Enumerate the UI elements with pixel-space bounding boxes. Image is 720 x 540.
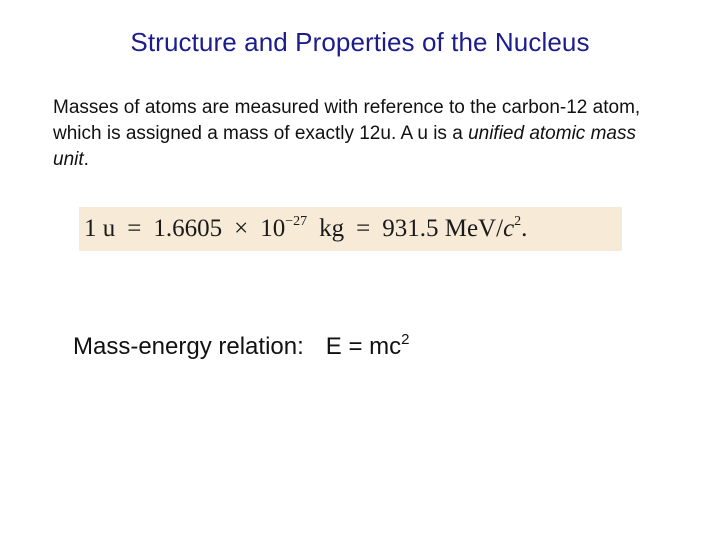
equation-base: 10 xyxy=(260,215,286,242)
equation-exponent: −27 xyxy=(285,214,308,229)
paragraph-emphasis: unified atomic mass unit xyxy=(53,123,636,170)
paragraph-text: Masses of atoms are measured with reference to the carbon-12 atom, which is assigned a mass of exactly 12u. A u is a xyxy=(53,97,641,144)
relation-label: Mass-energy relation: xyxy=(73,333,304,360)
equation-unit-kg: kg xyxy=(319,215,345,242)
slide-title: Structure and Properties of the Nucleus xyxy=(130,27,590,57)
relation-exponent: 2 xyxy=(401,331,410,348)
equation-equals-2: = xyxy=(356,215,371,242)
atomic-mass-unit-equation xyxy=(79,207,622,251)
relation-formula: E = mc xyxy=(325,333,402,360)
equation-mantissa: 1.6605 xyxy=(153,215,223,242)
mass-energy-relation xyxy=(73,330,409,364)
equation-c-exponent: 2 xyxy=(514,214,522,229)
equation-times: × xyxy=(234,215,249,242)
equation-c-symbol: c xyxy=(503,215,515,242)
equation-mev-value: 931.5 MeV/ xyxy=(382,215,504,242)
equation-period: . xyxy=(521,215,528,242)
intro-paragraph xyxy=(53,95,653,173)
equation-equals-1: = xyxy=(127,215,142,242)
equation-lhs: 1 u xyxy=(84,215,116,242)
paragraph-end: . xyxy=(83,149,89,170)
